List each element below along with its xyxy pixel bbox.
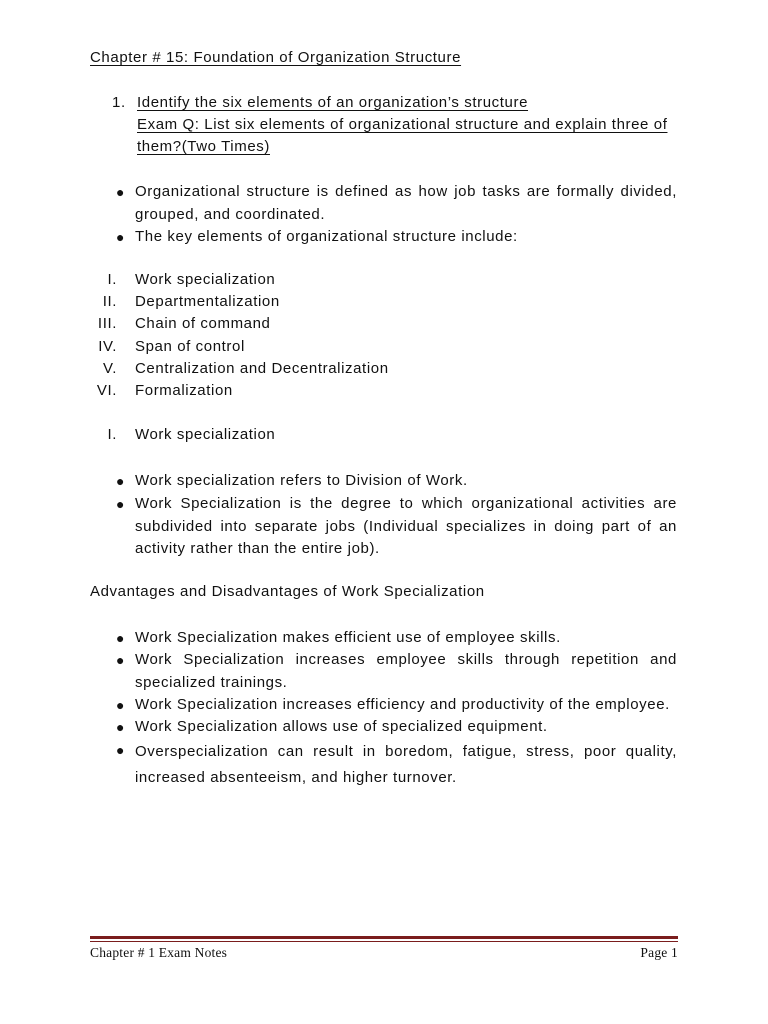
ws-bullet-1: Work specialization refers to Division of Work. bbox=[135, 472, 468, 489]
page-number: Page 1 bbox=[640, 945, 678, 960]
adv-bullet-2: Work Specialization increases employee skills through repetition and specialized trainings. bbox=[135, 651, 677, 691]
list-item-number: IV. bbox=[98, 338, 117, 355]
bullet-icon: ● bbox=[116, 184, 126, 200]
footer-left-text: Chapter # 1 Exam Notes bbox=[90, 945, 228, 960]
ws-bullet-2: Work Specialization is the degree to which organizational activities are subdivided into separate jobs (Individual specializes in doing part of an activity rather than the entire job). bbox=[135, 495, 677, 557]
list-item-number: V. bbox=[103, 360, 117, 377]
section-number: I. bbox=[107, 426, 117, 443]
bullet-icon: ● bbox=[116, 473, 126, 489]
bullet-icon: ● bbox=[116, 652, 126, 668]
bullet-icon: ● bbox=[116, 630, 126, 646]
footer-rule-thin bbox=[90, 941, 678, 942]
bullet-icon: ● bbox=[116, 496, 126, 512]
document-title: Chapter # 15: Foundation of Organization Structure bbox=[90, 49, 462, 66]
bullet-icon: ● bbox=[116, 719, 126, 735]
exam-question-line-2: them?(Two Times) bbox=[137, 138, 270, 155]
list-item: Chain of command bbox=[135, 315, 271, 332]
list-item: Span of control bbox=[135, 338, 245, 355]
list-item: Centralization and Decentralization bbox=[135, 360, 389, 377]
list-item-number: VI. bbox=[96, 382, 117, 399]
adv-bullet-3: Work Specialization increases efficiency and productivity of the employee. bbox=[135, 696, 670, 713]
bullet-icon: ● bbox=[116, 697, 126, 713]
list-item: Work specialization bbox=[135, 271, 276, 288]
section-title: Work specialization bbox=[135, 426, 276, 443]
intro-bullet-2: The key elements of organizational structure include: bbox=[135, 228, 518, 245]
adv-bullet-4: Work Specialization allows use of specialized equipment. bbox=[135, 718, 548, 735]
list-item: Formalization bbox=[135, 382, 233, 399]
list-item: Departmentalization bbox=[135, 293, 280, 310]
adv-bullet-5: Overspecialization can result in boredom, fatigue, stress, poor quality, increased absenteeism, and higher turnover. bbox=[135, 743, 677, 786]
question-number: 1. bbox=[112, 94, 126, 111]
list-item-number: III. bbox=[97, 315, 117, 332]
footer-rule bbox=[90, 936, 678, 939]
question-heading: Identify the six elements of an organization’s structure bbox=[137, 94, 529, 111]
advantages-heading: Advantages and Disadvantages of Work Specialization bbox=[90, 583, 485, 600]
bullet-icon: ● bbox=[116, 742, 126, 758]
intro-bullet-1: Organizational structure is defined as how job tasks are formally divided, grouped, and coordinated. bbox=[135, 183, 677, 223]
bullet-icon: ● bbox=[116, 229, 126, 245]
list-item-number: II. bbox=[102, 293, 117, 310]
adv-bullet-1: Work Specialization makes efficient use of employee skills. bbox=[135, 629, 561, 646]
list-item-number: I. bbox=[107, 271, 117, 288]
exam-question-line-1: Exam Q: List six elements of organizational structure and explain three of bbox=[137, 116, 668, 133]
